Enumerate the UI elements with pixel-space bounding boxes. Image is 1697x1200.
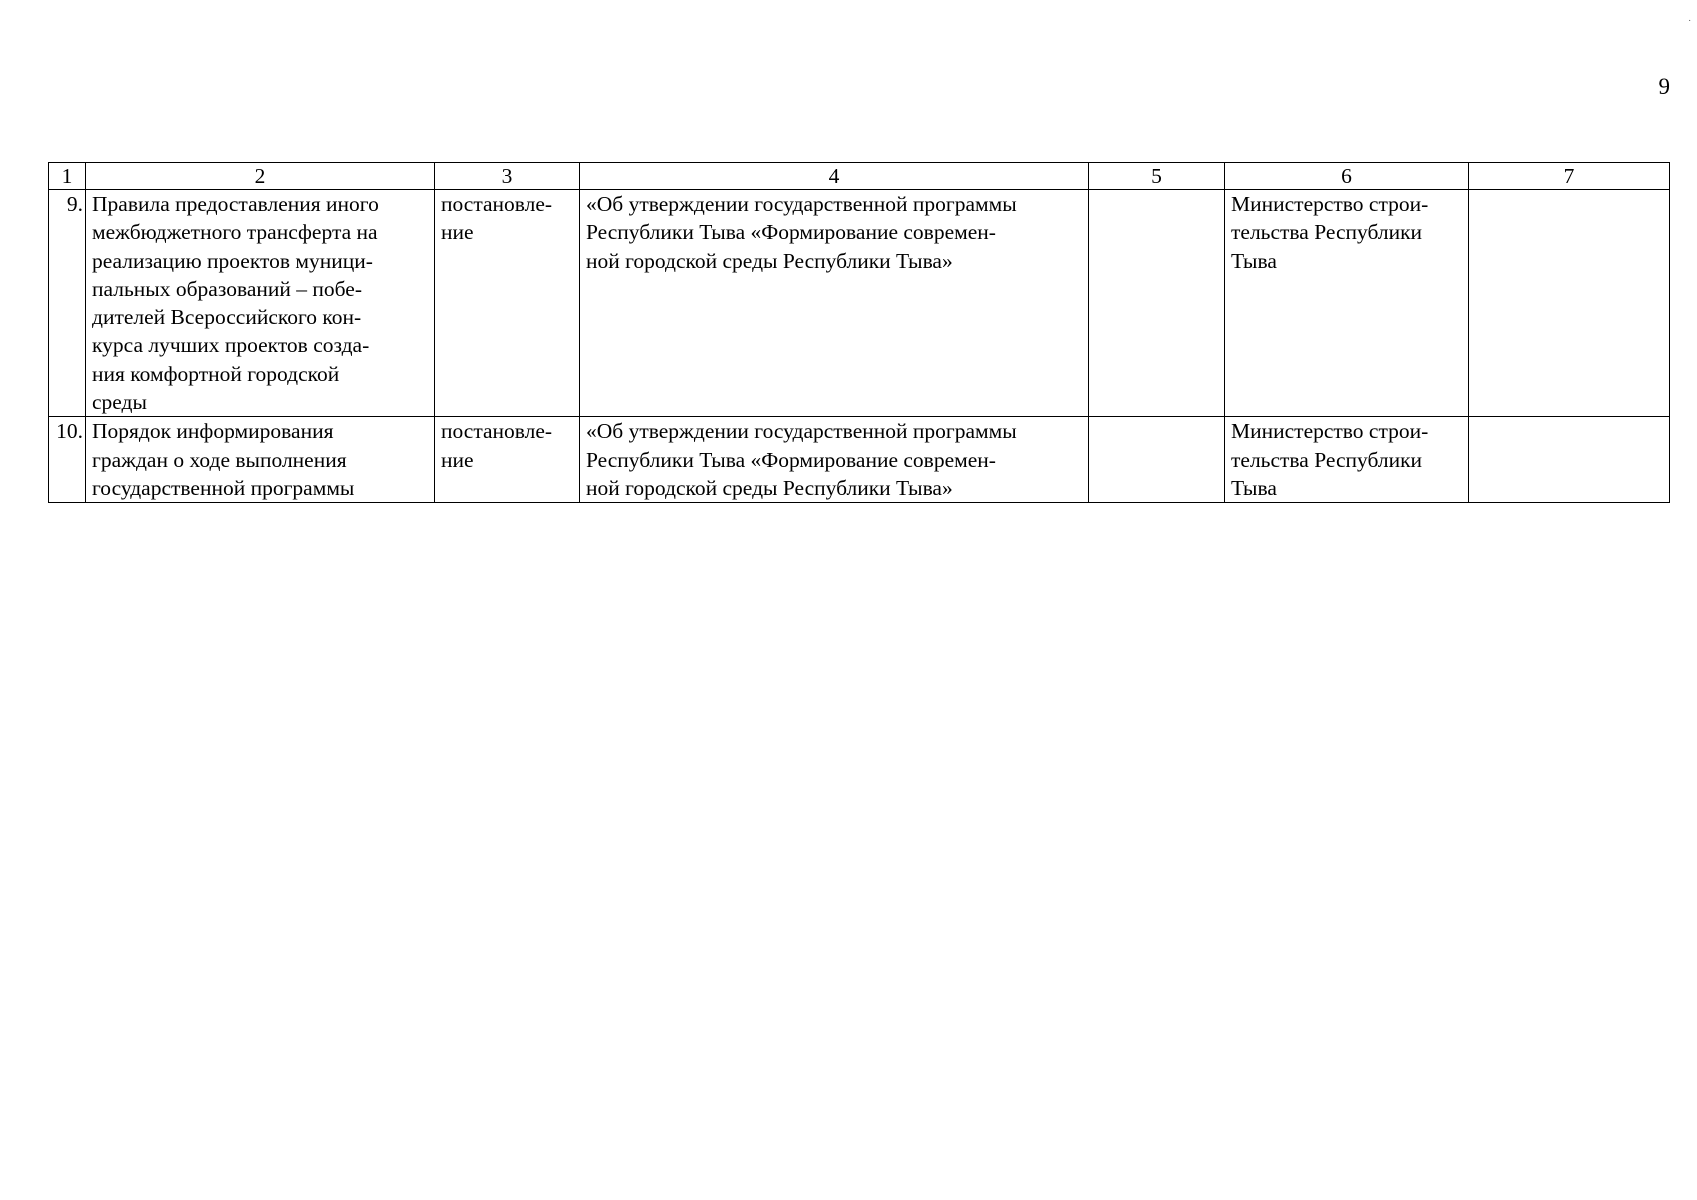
header-col-1: 1	[49, 163, 86, 190]
responsible-body: Министерство строи- тельства Республики Тыва	[1225, 190, 1469, 417]
scan-edge-mark: ˙	[1688, 19, 1692, 30]
header-col-6: 6	[1225, 163, 1469, 190]
document-title: Порядок информирования граждан о ходе выполнения государственной программы	[86, 417, 435, 503]
header-col-3: 3	[435, 163, 580, 190]
legal-acts-table	[48, 162, 1670, 503]
responsible-body: Министерство строи- тельства Республики Тыва	[1225, 417, 1469, 503]
header-col-2: 2	[86, 163, 435, 190]
document-title: Правила предоставления иного межбюджетного трансферта на реализацию проектов муници- пальных образований – побе- дителей Всероссийского кон- курса лучших проектов созда- ния комфортной городской среды	[86, 190, 435, 417]
row-number: 9.	[49, 190, 86, 417]
act-type: постановле- ние	[435, 417, 580, 503]
cell-col-7	[1469, 190, 1670, 417]
table-row	[49, 190, 1670, 417]
header-col-5: 5	[1089, 163, 1225, 190]
cell-col-5	[1089, 417, 1225, 503]
act-name: «Об утверждении государственной программы Республики Тыва «Формирование современ- ной городской среды Республики Тыва»	[580, 190, 1089, 417]
act-type: постановле- ние	[435, 190, 580, 417]
table-header-row	[49, 163, 1670, 190]
table-row	[49, 417, 1670, 503]
cell-col-7	[1469, 417, 1670, 503]
header-col-7: 7	[1469, 163, 1670, 190]
act-name: «Об утверждении государственной программы Республики Тыва «Формирование современ- ной городской среды Республики Тыва»	[580, 417, 1089, 503]
header-col-4: 4	[580, 163, 1089, 190]
cell-col-5	[1089, 190, 1225, 417]
page-number: 9	[1658, 74, 1670, 99]
row-number: 10.	[49, 417, 86, 503]
